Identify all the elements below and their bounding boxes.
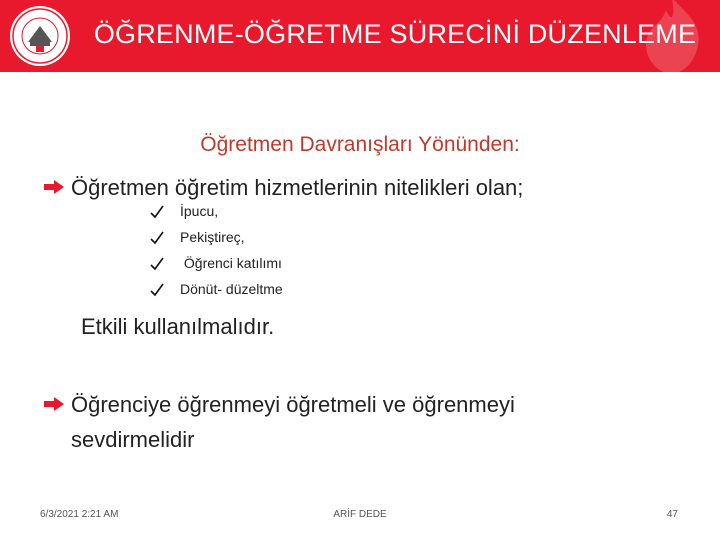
checklist-item-label: Pekiştireç, bbox=[180, 229, 245, 245]
page-number: 47 bbox=[666, 509, 678, 520]
bullet-text-teach-learning: Öğrenciye öğrenmeyi öğretmeli ve öğrenmeyi bbox=[71, 392, 515, 417]
checkmark-icon bbox=[150, 205, 164, 219]
checklist-item-label: Öğrenci katılımı bbox=[180, 255, 282, 271]
checkmark-icon bbox=[150, 257, 164, 271]
effective-use-text: Etkili kullanılmalıdır. bbox=[81, 314, 275, 339]
bullet-text-qualities: Öğretmen öğretim hizmetlerinin nitelikleri olan; bbox=[71, 175, 524, 200]
slide-header bbox=[0, 0, 720, 72]
checklist-item-label: İpucu, bbox=[180, 203, 219, 219]
footer-author: ARİF DEDE bbox=[333, 509, 387, 520]
footer-date: 6/3/2021 2:21 AM bbox=[40, 509, 119, 520]
meb-logo-icon bbox=[8, 4, 72, 68]
arrow-bullet-icon bbox=[44, 180, 64, 194]
arrow-bullet-icon bbox=[44, 397, 64, 411]
slide-title: ÖĞRENME-ÖĞRETME SÜRECİNİ DÜZENLEME bbox=[93, 19, 697, 49]
checkmark-icon bbox=[150, 283, 164, 297]
bullet-text-teach-learning-cont: sevdirmelidir bbox=[71, 427, 195, 452]
section-subtitle: Öğretmen Davranışları Yönünden: bbox=[200, 133, 520, 156]
checklist-item-label: Dönüt- düzeltme bbox=[180, 281, 283, 297]
checkmark-icon bbox=[150, 231, 164, 245]
